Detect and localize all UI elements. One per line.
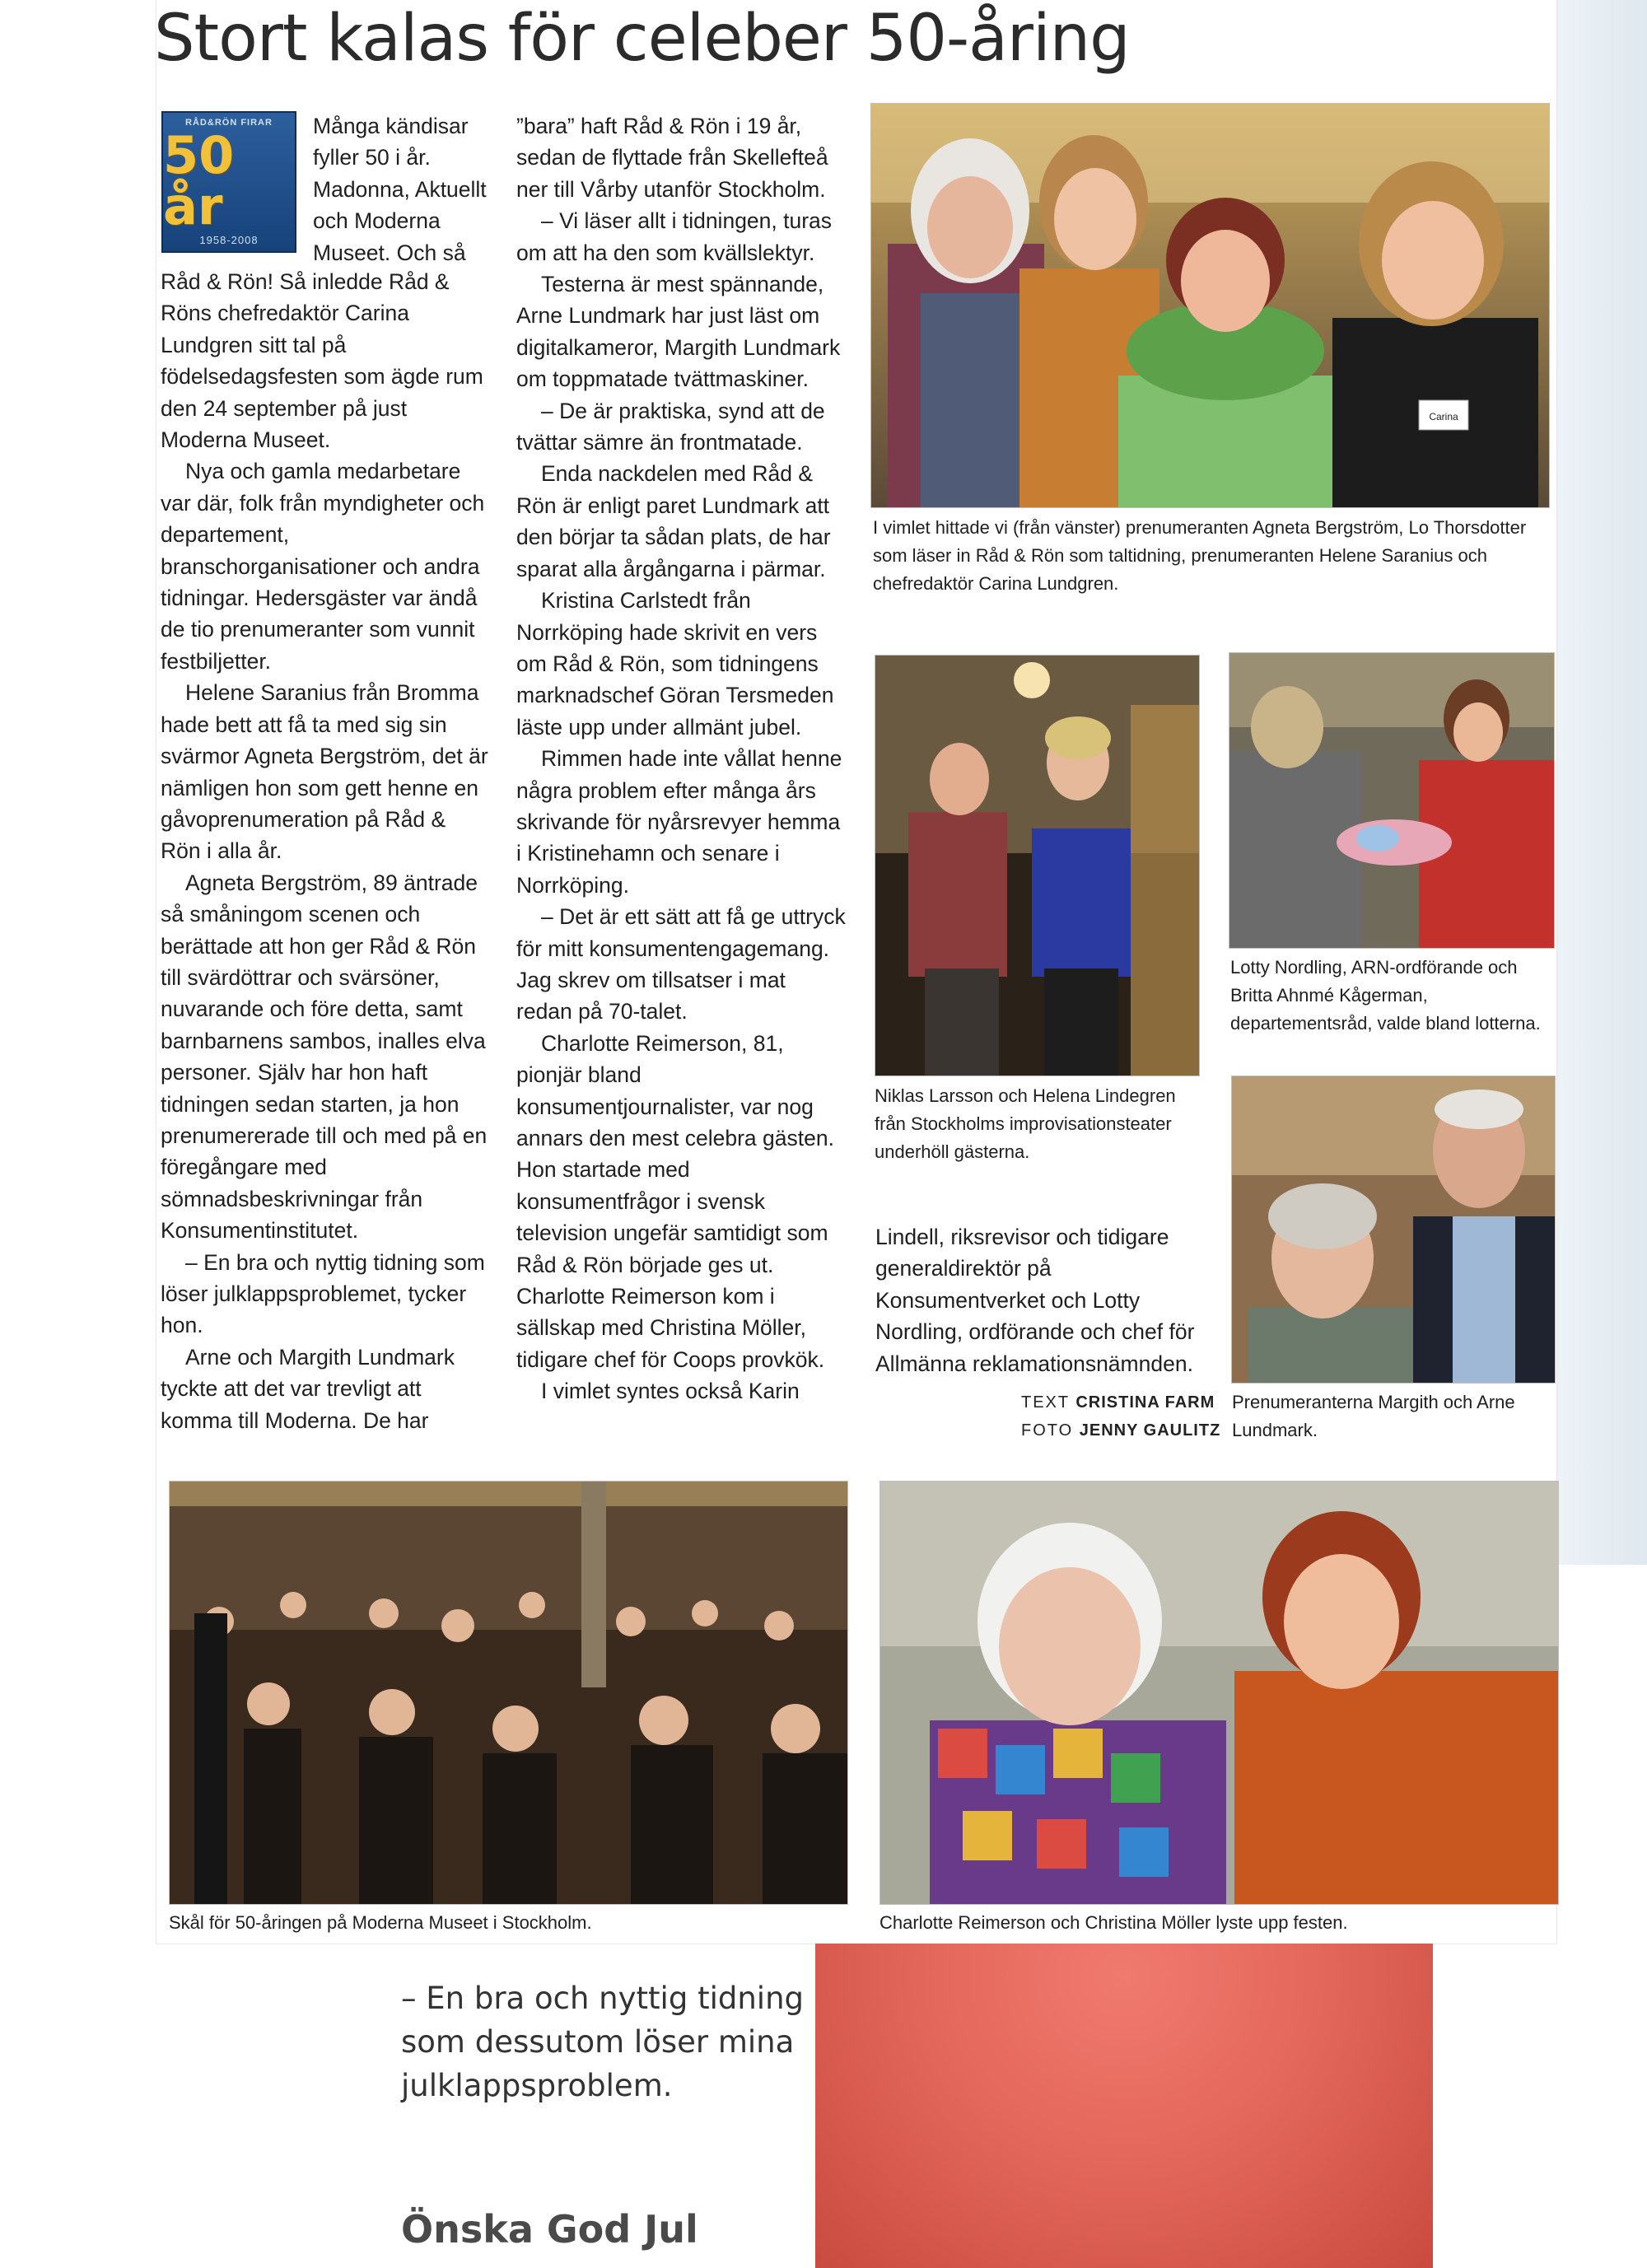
article-column-3 [875,1221,1205,1379]
paragraph: Kristina Carlstedt från Norrköping hade skrivit en vers om Råd & Rön, som tidningens marknadschef Göran Tersmeden läste upp under allmänt jubel. [516,588,834,740]
credit-name: CRISTINA FARM [1075,1393,1215,1412]
badge-years-text: 1958-2008 [199,234,259,246]
article-column-1-top [313,110,490,268]
paragraph: Helene Saranius från Bromma hade bett att få ta med sig sin svärmor Agneta Bergström, det är nämligen hon som gett henne en gåvoprenumeration på Råd & Rön i alla år. [161,680,488,864]
paragraph: – De är praktiska, synd att de tvättar sämre än frontmatade. [516,398,825,455]
paragraph: – Vi läser allt i tidningen, turas om att ha den som kvällslektyr. [516,208,833,265]
photo-credit [1021,1416,1220,1444]
badge-top-text: RÅD&RÖN FIRAR [185,118,273,128]
paragraph: Råd & Rön! Så inledde Råd & Röns chefredaktör Carina Lundgren sitt tal på födelsedagsfesten som ägde rum den 24 september på just Moderna Museet. [161,269,483,453]
lottery-photo [1229,652,1555,949]
paragraph: Agneta Bergström, 89 äntrade så småningom scenen och berättade att hon ger Råd & Rön till svärdöttrar och svärsöner, nuvarande och före detta, samt barnbarnens sambos, inalles elva personer. Själv har hon haft tidningen sedan starten, ja hon prenumererade till och med på en föregångare med sömnadsbeskrivningar från Konsumentinstitutet. [161,870,488,1244]
paragraph: Arne och Margith Lundmark tyckte att det var trevligt att komma till Moderna. De har [161,1344,455,1433]
paragraph: – Det är ett sätt att få ge uttryck för mitt konsumentengagemang. Jag skrev om tillsatser i mat redan på 70-talet. [516,904,846,1024]
paragraph: – En bra och nyttig tidning som löser julklappsproblemet, tycker hon. [161,1249,485,1338]
credit-label: TEXT [1021,1393,1070,1412]
anniversary-badge [161,111,296,253]
theatre-performers-photo [875,655,1200,1076]
article-column-2 [516,110,846,1407]
caption-theatre: Niklas Larsson och Helena Lindegren från Stockholms improvisationsteater underhöll gästerna. [875,1085,1176,1162]
paragraph: Enda nackdelen med Råd & Rön är enligt paret Lundmark att den börjar ta sådan plats, de har sparat alla årgångarna i pärmar. [516,461,831,581]
paragraph: ”bara” haft Råd & Rön i 19 år, sedan de flyttade från Skellefteå ner till Vårby utanför Stockholm. [516,114,828,202]
paragraph: Många kändisar fyller 50 i år. Madonna, Aktuellt och Moderna Museet. Och så [313,114,487,265]
paragraph: Rimmen hade inte vållat henne några problem efter många års skrivande för nyårsrevyer hemma i Kristinehamn och senare i Norrköping. [516,746,842,898]
advert-quote: – En bra och nyttig tidning som dessutom löser mina julklappsproblem. [401,1981,805,2103]
background-page-edge [1548,0,1647,1565]
paragraph: I vimlet syntes också Karin [541,1379,800,1404]
lundmark-couple-photo [1231,1076,1556,1384]
caption-lundmark: Prenumeranterna Margith och Arne Lundmark. [1232,1392,1515,1440]
article-headline: Stort kalas för celeber 50-åring [154,2,1130,76]
caption-lottery: Lotty Nordling, ARN-ordförande och Britta Ahnmé Kågerman, departementsråd, valde bland lotterna. [1230,957,1541,1034]
lundmark-photo-illustration [1232,1076,1555,1383]
caption-charlotte: Charlotte Reimerson och Christina Möller lyste upp festen. [879,1912,1348,1933]
text-credit [1021,1388,1215,1416]
paragraph: Lindell, riksrevisor och tidigare generaldirektör på Konsumentverket och Lotty Nordling, ordförande och chef för Allmänna reklamationsnämnden. [875,1225,1195,1376]
charlotte-christina-photo [879,1481,1559,1905]
toast-photo-illustration [170,1482,847,1904]
credit-label: FOTO [1021,1421,1074,1440]
credit-name: JENNY GAULITZ [1079,1421,1221,1440]
name-tag-text: Carina [1429,411,1458,422]
group-photo-illustration [871,104,1549,507]
caption-toast: Skål för 50-åringen på Moderna Museet i Stockholm. [169,1912,592,1933]
paragraph: Charlotte Reimerson, 81, pionjär bland konsumentjournalister, var nog annars den mest celebra gästen. Hon startade med konsumentfrågor i svensk television ungefär samtidigt som Råd & Rön började ges ut. Charlotte Reimerson kom i sällskap med Christina Möller, tidigare chef för Coops provkök. [516,1030,834,1372]
group-photo-four-women [870,103,1550,508]
paragraph: Nya och gamla medarbetare var där, folk från myndigheter och departement, branschorganisationer och andra tidningar. Hedersgäster var ändå de tio prenumeranter som vunnit festbiljetter. [161,459,485,674]
article-column-1 [161,266,490,1436]
caption-group-photo: I vimlet hittade vi (från vänster) prenumeranten Agneta Bergström, Lo Thorsdotter som läser in Råd & Rön som taltidning, prenumeranten Helene Saranius och chefredaktör Carina Lundgren. [873,517,1527,594]
theatre-photo-illustration [875,656,1199,1076]
advert-red-sweater [815,1944,1433,2268]
lottery-photo-illustration [1229,653,1554,948]
toast-crowd-photo [169,1481,848,1905]
badge-50-text: 50 år [163,124,235,236]
advert-footer: Önska God Jul [401,2207,698,2252]
paragraph: Testerna är mest spännande, Arne Lundmark har just läst om digitalkameror, Margith Lundmark om toppmatade tvättmaskiner. [516,272,841,392]
charlotte-photo-illustration [880,1482,1558,1904]
